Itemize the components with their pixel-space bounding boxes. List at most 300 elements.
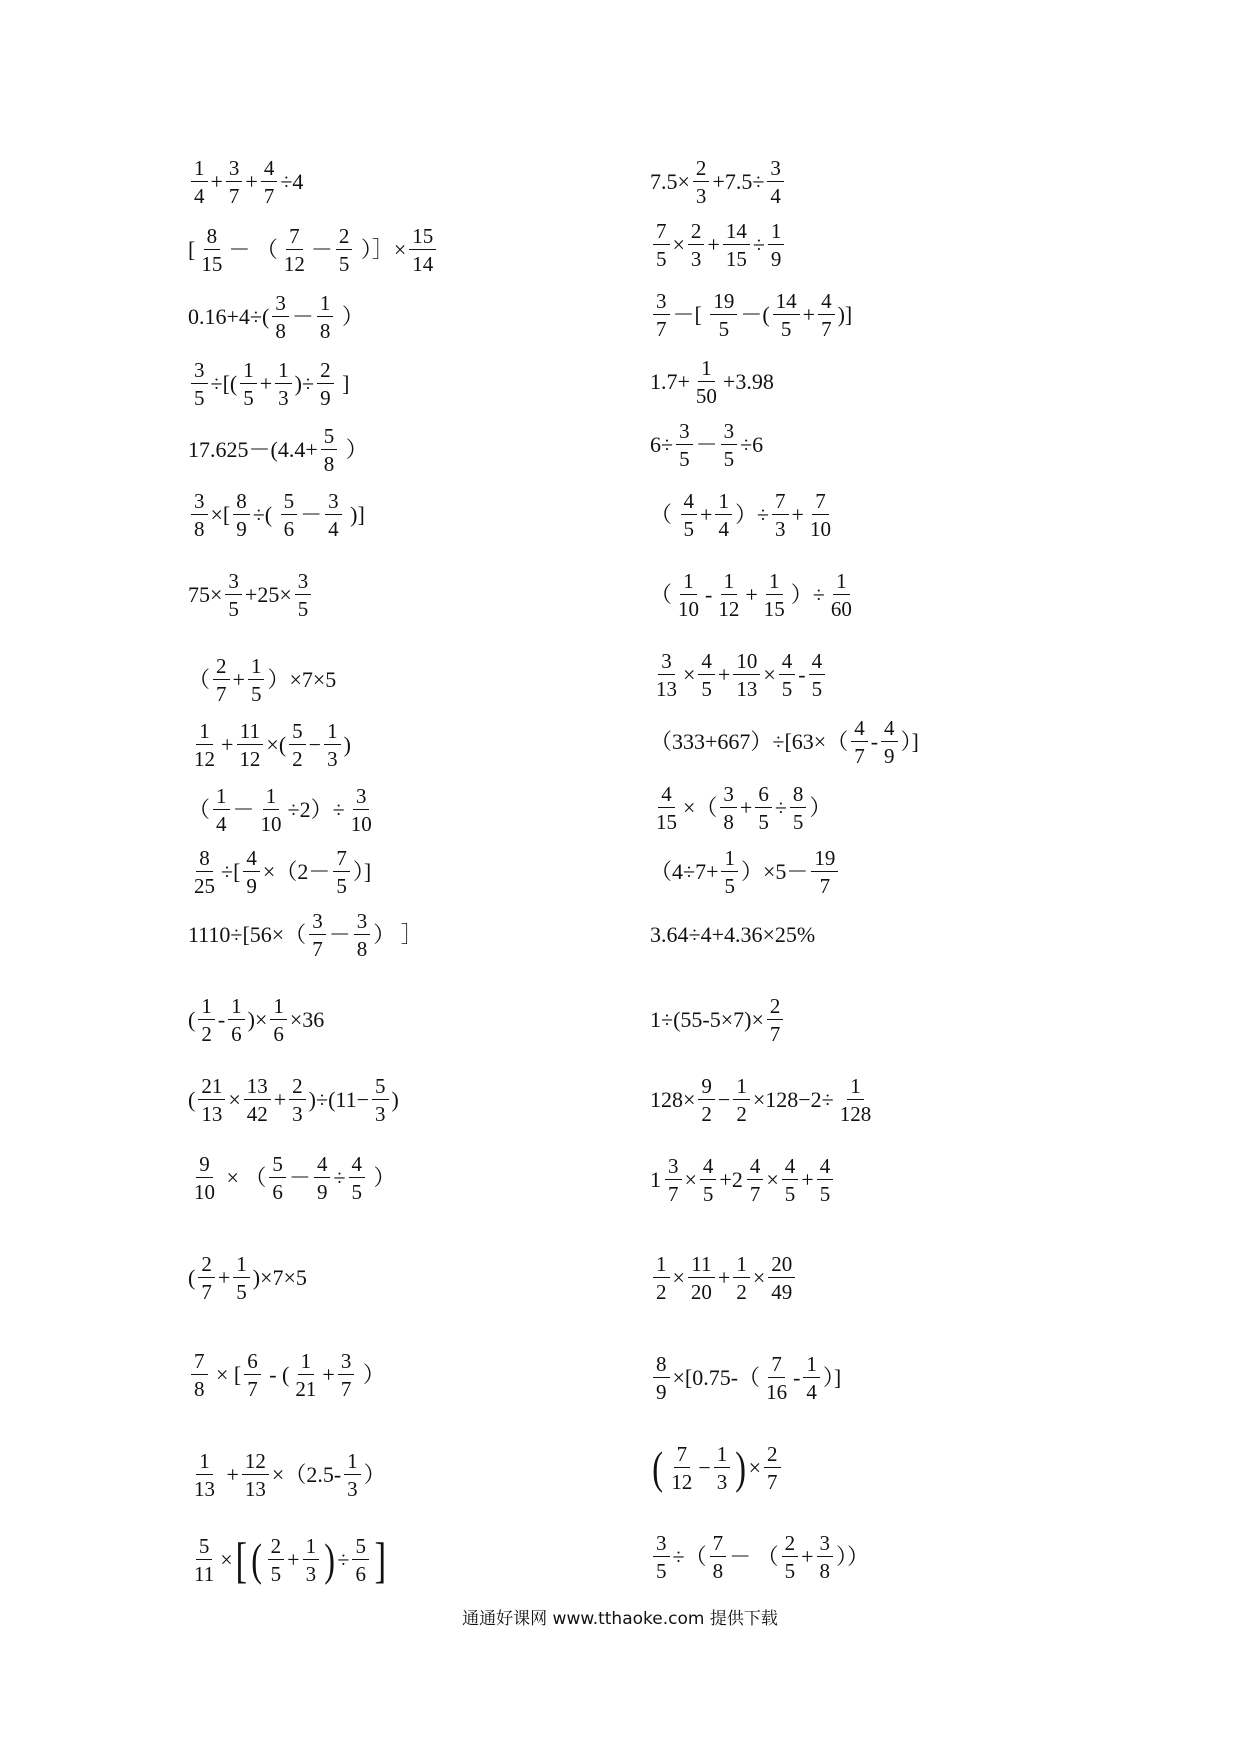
expression-text: ÷6 [740, 432, 764, 457]
fraction-denominator: 4 [718, 517, 729, 541]
expression-text: − [698, 1455, 711, 1480]
fraction-numerator: 2 [764, 1443, 781, 1468]
expression-text: )] [837, 302, 853, 327]
fraction-denominator: 5 [781, 677, 793, 701]
fraction-denominator: 10 [678, 597, 700, 621]
fraction-denominator: 3 [347, 1477, 358, 1501]
fraction [236, 720, 263, 770]
fraction-numerator: 4 [658, 783, 675, 808]
expression-text: + [245, 169, 258, 194]
fraction-denominator: 6 [283, 517, 295, 541]
fraction [693, 157, 710, 207]
fraction-numerator: 3 [353, 785, 370, 810]
fraction [270, 995, 287, 1045]
fraction-numerator: 1 [191, 157, 208, 182]
fraction-denominator: 5 [724, 874, 735, 898]
expression-text: × [752, 1265, 766, 1290]
fraction-denominator: 4 [770, 184, 781, 208]
fraction-denominator: 7 [228, 184, 240, 208]
expression-text: ） [809, 795, 832, 820]
fraction-numerator: 7 [674, 1443, 691, 1468]
arithmetic-expression [650, 415, 763, 475]
fraction-numerator: 1 [847, 1075, 864, 1100]
fraction [807, 490, 834, 540]
fraction-denominator: 4 [194, 184, 205, 208]
fraction-denominator: 5 [784, 1559, 796, 1583]
expression-text: 1÷(55-5×7)× [650, 1007, 764, 1032]
fraction-denominator: 7 [216, 682, 227, 706]
fraction-numerator: 3 [226, 157, 243, 182]
fraction-numerator: 4 [851, 717, 868, 742]
fraction [809, 650, 826, 700]
expression-text: ）] [822, 1365, 842, 1390]
fraction-numerator: 5 [269, 1153, 286, 1178]
fraction [768, 220, 785, 270]
fraction-numerator: 1 [733, 1253, 750, 1278]
fraction [698, 650, 715, 700]
fraction-numerator: 1 [303, 1535, 320, 1560]
fraction-denominator: 2 [656, 1280, 667, 1304]
expression-text: 6÷ [650, 432, 674, 457]
fraction-denominator: 50 [695, 384, 717, 408]
fraction-denominator: 7 [854, 744, 865, 768]
footer-credit: 通通好课网 www.tthaoke.com 提供下载 [462, 1609, 778, 1629]
fraction-denominator: 11 [194, 1562, 215, 1586]
fraction [720, 783, 737, 833]
expression-text: ÷（ [672, 1544, 707, 1569]
fraction-numerator: 1 [833, 570, 850, 595]
fraction-numerator: 13 [244, 1075, 271, 1100]
fraction-denominator: 5 [701, 677, 712, 701]
fraction [693, 357, 720, 407]
fraction [244, 1350, 261, 1400]
expression-text: × [ [210, 1362, 242, 1387]
fraction-denominator: 9 [770, 247, 782, 271]
fraction [851, 717, 868, 767]
fraction-numerator: 14 [773, 290, 800, 315]
mixed-number-whole: 2 [731, 1167, 743, 1192]
fraction-numerator: 4 [782, 1155, 799, 1180]
fraction [268, 1535, 285, 1585]
fraction-denominator: 5 [702, 1182, 714, 1206]
expression-text: ） [357, 1362, 385, 1387]
fraction-denominator: 9 [316, 1180, 328, 1204]
arithmetic-expression [650, 1150, 836, 1210]
fraction-numerator: 12 [242, 1450, 269, 1475]
fraction-denominator: 2 [701, 1102, 712, 1126]
fraction [289, 1075, 306, 1125]
fraction [281, 225, 308, 275]
expression-text: ×[0.75-（ [672, 1365, 761, 1390]
fraction-numerator: 3 [338, 1350, 355, 1375]
fraction-numerator: 1 [715, 490, 732, 515]
fraction-denominator: 5 [758, 810, 769, 834]
fraction [767, 995, 784, 1045]
arithmetic-expression [188, 220, 439, 280]
expression-text: （4÷7+ [650, 859, 719, 884]
fraction-denominator: 9 [236, 517, 247, 541]
expression-text: × [220, 1547, 233, 1572]
expression-text: )× [247, 1007, 268, 1032]
fraction-denominator: 20 [690, 1280, 712, 1304]
expression-text: ÷[ [221, 859, 241, 884]
arithmetic-expression [188, 780, 378, 840]
fraction-denominator: 21 [295, 1377, 317, 1401]
fraction-denominator: 8 [323, 452, 335, 476]
fraction [764, 1443, 781, 1493]
fraction-denominator: 6 [355, 1562, 366, 1586]
fraction [292, 1350, 319, 1400]
expression-text: + [745, 582, 758, 607]
fraction-denominator: 5 [338, 252, 350, 276]
fraction [248, 655, 265, 705]
fraction [191, 1153, 218, 1203]
fraction [715, 490, 732, 540]
expression-text: − [717, 1087, 731, 1112]
expression-text: （333+667）÷[63×（ [650, 729, 849, 754]
fraction-numerator: 3 [309, 910, 326, 935]
expression-text: － （ [228, 237, 278, 262]
large-bracket: [ [235, 1532, 247, 1588]
fraction-numerator: 3 [191, 490, 208, 515]
arithmetic-expression [650, 352, 774, 412]
arithmetic-expression [650, 1438, 784, 1498]
fraction [688, 1253, 715, 1303]
fraction-denominator: 8 [712, 1559, 724, 1583]
fraction-numerator: 3 [295, 570, 312, 595]
expression-text: + [719, 1167, 732, 1192]
fraction-numerator: 2 [767, 995, 784, 1020]
fraction-numerator: 4 [314, 1153, 331, 1178]
fraction-denominator: 5 [194, 386, 205, 410]
fraction-denominator: 2 [736, 1102, 747, 1126]
fraction-denominator: 9 [320, 386, 331, 410]
fraction [723, 220, 750, 270]
fraction [198, 225, 225, 275]
fraction-numerator: 20 [768, 1253, 795, 1278]
fraction-numerator: 7 [710, 1532, 727, 1557]
fraction-numerator: 2 [213, 655, 230, 680]
fraction-numerator: 3 [658, 650, 675, 675]
fraction-numerator: 3 [272, 292, 289, 317]
arithmetic-expression [650, 778, 831, 838]
expression-text: + [210, 169, 223, 194]
fraction-numerator: 11 [237, 720, 263, 745]
fraction-denominator: 7 [769, 1022, 781, 1046]
fraction-numerator: 4 [881, 717, 898, 742]
fraction-numerator: 1 [298, 1350, 315, 1375]
fraction-numerator: 7 [333, 847, 350, 872]
fraction [349, 1153, 366, 1203]
fraction-denominator: 7 [247, 1377, 258, 1401]
expression-text: [ [188, 237, 196, 262]
fraction [352, 1535, 369, 1585]
fraction [240, 359, 257, 409]
fraction-numerator: 3 [721, 420, 738, 445]
expression-text: × [684, 1167, 697, 1192]
fraction-denominator: 6 [272, 1180, 283, 1204]
fraction-numerator: 1 [248, 655, 265, 680]
fraction [653, 1353, 670, 1403]
fraction-numerator: 3 [653, 290, 670, 315]
fraction-denominator: 5 [351, 1180, 363, 1204]
fraction-denominator: 10 [194, 1180, 215, 1204]
fraction [782, 1155, 799, 1205]
fraction-numerator: 4 [243, 847, 260, 872]
fraction-numerator: 5 [352, 1535, 369, 1560]
fraction [818, 290, 835, 340]
expression-text: × [672, 1265, 685, 1290]
fraction-numerator: 5 [196, 1535, 213, 1560]
fraction-numerator: 1 [324, 720, 341, 745]
fraction-numerator: 3 [354, 910, 371, 935]
expression-text: ） ］ [373, 922, 423, 947]
fraction-numerator: 7 [286, 225, 303, 250]
fraction-denominator: 5 [297, 597, 309, 621]
arithmetic-expression [188, 354, 349, 414]
fraction [233, 1253, 250, 1303]
fraction [653, 220, 670, 270]
expression-text: )÷ [294, 371, 315, 396]
fraction [653, 290, 670, 340]
fraction-denominator: 7 [668, 1182, 679, 1206]
fraction [653, 1532, 670, 1582]
fraction-denominator: 16 [766, 1380, 788, 1404]
fraction-numerator: 2 [317, 359, 334, 384]
fraction [325, 490, 342, 540]
expression-text: + [717, 662, 731, 687]
fraction-denominator: 42 [246, 1102, 268, 1126]
fraction-denominator: 9 [656, 1380, 667, 1404]
fraction-denominator: 3 [716, 1470, 728, 1494]
fraction-numerator: 4 [809, 650, 826, 675]
expression-text: 128× [650, 1087, 696, 1112]
fraction-numerator: 5 [281, 490, 298, 515]
fraction [782, 1532, 799, 1582]
fraction-numerator: 1 [766, 570, 783, 595]
fraction-denominator: 10 [260, 812, 282, 836]
fraction [191, 1350, 208, 1400]
fraction-denominator: 7 [767, 1470, 778, 1494]
fraction-denominator: 8 [723, 810, 734, 834]
arithmetic-expression [650, 645, 828, 705]
fraction-denominator: 60 [830, 597, 852, 621]
expression-text: × [766, 1167, 779, 1192]
expression-text: － [232, 797, 255, 822]
expression-text: － [695, 432, 718, 457]
expression-text: ÷2）÷ [287, 797, 345, 822]
expression-text: （ [188, 797, 211, 822]
fraction [779, 650, 796, 700]
fraction [295, 570, 312, 620]
expression-text: × [683, 662, 696, 687]
fraction-numerator: 1 [263, 785, 280, 810]
expression-text: ）÷ [790, 582, 825, 607]
fraction-denominator: 5 [228, 597, 239, 621]
fraction-denominator: 5 [236, 1280, 247, 1304]
fraction-numerator: 5 [321, 425, 338, 450]
expression-text: + [287, 1547, 300, 1572]
fraction [715, 570, 742, 620]
expression-text: ( [188, 1087, 196, 1112]
expression-text: × [763, 662, 776, 687]
expression-text: + [221, 732, 234, 757]
fraction [665, 1155, 682, 1205]
fraction [811, 847, 838, 897]
arithmetic-expression [650, 842, 841, 902]
fraction-denominator: 2 [292, 747, 303, 771]
arithmetic-expression [188, 420, 368, 480]
fraction [828, 570, 855, 620]
fraction-numerator: 4 [779, 650, 796, 675]
fraction [761, 570, 788, 620]
fraction-denominator: 12 [283, 252, 305, 276]
fraction [733, 650, 760, 700]
fraction [344, 1450, 361, 1500]
fraction-numerator: 3 [767, 157, 784, 182]
fraction-denominator: 15 [656, 810, 677, 834]
arithmetic-expression [188, 905, 423, 965]
fraction-denominator: 9 [884, 744, 895, 768]
large-parenthesis: ) [324, 1534, 336, 1585]
fraction [348, 785, 375, 835]
expression-text: × （ [221, 1165, 267, 1190]
fraction-denominator: 25 [194, 874, 215, 898]
fraction [324, 720, 341, 770]
expression-text: - [870, 729, 879, 754]
fraction [198, 1075, 225, 1125]
fraction [710, 1532, 727, 1582]
arithmetic-expression [188, 1148, 396, 1208]
fraction [191, 1535, 217, 1585]
expression-text: + [802, 302, 816, 327]
fraction [275, 359, 292, 409]
expression-text: ） [340, 437, 368, 462]
expression-text: －[ [672, 302, 708, 327]
fraction-denominator: 8 [819, 1559, 831, 1583]
fraction-numerator: 1 [721, 570, 738, 595]
fraction [675, 570, 702, 620]
fraction-numerator: 1 [228, 995, 245, 1020]
fraction-numerator: 1 [714, 1443, 731, 1468]
expression-text: 7.5× [650, 169, 690, 194]
arithmetic-expression [188, 842, 371, 902]
fraction-denominator: 8 [319, 319, 331, 343]
expression-text: ÷ [337, 1547, 350, 1572]
fraction [191, 359, 208, 409]
arithmetic-expression [650, 565, 858, 625]
expression-text: + [801, 1167, 814, 1192]
expression-text: ÷ [774, 795, 787, 820]
fraction [338, 1350, 355, 1400]
fraction [700, 1155, 717, 1205]
expression-text: ） [336, 304, 364, 329]
expression-text: ×（ [683, 795, 718, 820]
fraction-denominator: 7 [312, 937, 323, 961]
fraction [837, 1075, 875, 1125]
fraction-denominator: 15 [763, 597, 785, 621]
fraction [191, 157, 208, 207]
arithmetic-expression [188, 650, 336, 710]
fraction-denominator: 3 [375, 1102, 386, 1126]
fraction-numerator: 19 [811, 847, 838, 872]
fraction-denominator: 2 [736, 1280, 747, 1304]
fraction-denominator: 5 [819, 1182, 831, 1206]
fraction [698, 1075, 715, 1125]
arithmetic-expression [188, 152, 303, 212]
fraction [653, 650, 680, 700]
large-bracket: ] [374, 1532, 387, 1588]
expression-text: ）］× [355, 237, 407, 262]
expression-text: + [717, 1265, 731, 1290]
arithmetic-expression [650, 1070, 877, 1130]
expression-text: ÷ [333, 1165, 346, 1190]
fraction [309, 910, 326, 960]
expression-text: ）×5－ [740, 859, 809, 884]
fraction-denominator: 12 [194, 747, 215, 771]
fraction [213, 655, 230, 705]
fraction-numerator: 8 [196, 847, 213, 872]
fraction-denominator: 9 [246, 874, 257, 898]
fraction-numerator: 1 [768, 220, 785, 245]
fraction-denominator: 128 [839, 1102, 872, 1126]
fraction-numerator: 10 [733, 650, 760, 675]
expression-text: （ [650, 502, 678, 527]
fraction [242, 1450, 269, 1500]
fraction-numerator: 6 [755, 783, 772, 808]
expression-text: +3.98 [722, 369, 774, 394]
fraction-numerator: 7 [772, 490, 789, 515]
arithmetic-expression [650, 285, 852, 345]
fraction-numerator: 19 [710, 290, 737, 315]
expression-text: ( [188, 1007, 196, 1032]
expression-text: + [232, 667, 245, 692]
fraction-denominator: 3 [690, 247, 702, 271]
fraction-numerator: 4 [747, 1155, 764, 1180]
arithmetic-expression [188, 1070, 399, 1130]
fraction-denominator: 12 [718, 597, 740, 621]
fraction-numerator: 3 [325, 490, 342, 515]
fraction-denominator: 6 [273, 1022, 284, 1046]
arithmetic-expression [188, 485, 365, 545]
expression-text: ×[ [210, 502, 231, 527]
expression-text: 1110÷[56×（ [188, 922, 307, 947]
expression-text: ）） [836, 1544, 870, 1569]
fraction-numerator: 11 [688, 1253, 714, 1278]
fraction-denominator: 3 [775, 517, 786, 541]
fraction-denominator: 4 [806, 1380, 817, 1404]
fraction-numerator: 3 [665, 1155, 682, 1180]
fraction-numerator: 8 [204, 225, 221, 250]
fraction-numerator: 2 [336, 225, 353, 250]
fraction [258, 785, 285, 835]
arithmetic-expression [188, 1530, 389, 1590]
fraction-numerator: 1 [196, 720, 213, 745]
fraction [653, 1253, 670, 1303]
fraction-numerator: 4 [261, 157, 278, 182]
fraction-numerator: 1 [680, 570, 697, 595]
fraction-denominator: 7 [656, 317, 667, 341]
expression-text: + [217, 1265, 231, 1290]
fraction-numerator: 1 [270, 995, 287, 1020]
fraction-numerator: 5 [289, 720, 306, 745]
fraction-numerator: 2 [198, 1253, 215, 1278]
fraction-numerator: 2 [289, 1075, 306, 1100]
arithmetic-expression [188, 565, 314, 625]
fraction-numerator: 14 [723, 220, 750, 245]
fraction-denominator: 13 [656, 677, 677, 701]
fraction [721, 420, 738, 470]
